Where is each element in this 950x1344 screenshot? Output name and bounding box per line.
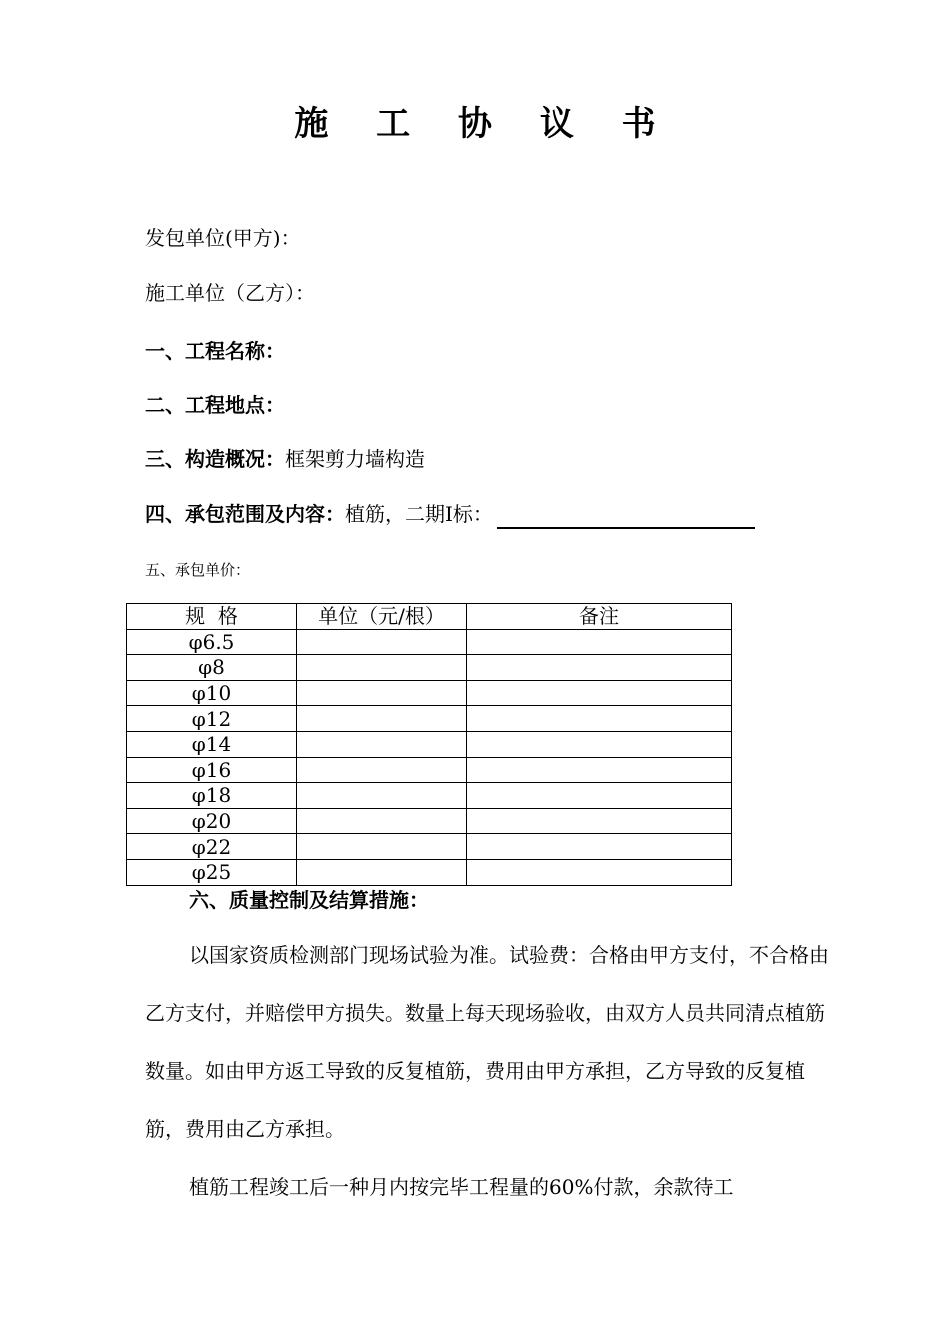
section-6-line	[189, 885, 429, 915]
cell-spec: φ22	[127, 834, 297, 860]
cell-unit-price	[297, 680, 467, 706]
cell-unit-price	[297, 706, 467, 732]
cell-spec: φ6.5	[127, 629, 297, 655]
cell-note	[467, 808, 732, 834]
cell-spec: φ20	[127, 808, 297, 834]
table-row	[127, 629, 732, 655]
cell-note	[467, 783, 732, 809]
section-2-label: 二、工程地点：	[145, 393, 285, 417]
section-4-label: 四、承包范围及内容：	[145, 502, 345, 526]
section-5-line	[145, 559, 250, 581]
party-b-label: 施工单位（乙方）：	[145, 281, 315, 305]
cell-unit-price	[297, 859, 467, 885]
table-row	[127, 834, 732, 860]
cell-note	[467, 655, 732, 681]
cell-unit-price	[297, 834, 467, 860]
table-row	[127, 731, 732, 757]
section-3-value: 框架剪力墙构造	[285, 447, 425, 471]
cell-spec: φ10	[127, 680, 297, 706]
document-title: 施 工 协 议 书	[294, 104, 674, 144]
section-2-line	[145, 390, 285, 420]
cell-note	[467, 706, 732, 732]
table-row	[127, 808, 732, 834]
header-spec: 规 格	[127, 604, 297, 630]
cell-unit-price	[297, 783, 467, 809]
section-5-label: 五、承包单价：	[145, 561, 251, 579]
header-note: 备注	[467, 604, 732, 630]
section-4-value: 植筋，二期Ⅰ标：	[345, 502, 493, 526]
cell-note	[467, 680, 732, 706]
table-row	[127, 783, 732, 809]
party-a-label: 发包单位(甲方)：	[145, 226, 301, 250]
table-row	[127, 655, 732, 681]
cell-note	[467, 834, 732, 860]
section-1-line	[145, 336, 285, 366]
paragraph-1: 以国家资质检测部门现场试验为准。试验费：合格由甲方支付，不合格由乙方支付，并赔偿甲方损失。数量上每天现场验收，由双方人员共同清点植筋数量。如由甲方返工导致的反复植筋，费用由甲方承担，乙方导致的反复植筋，费用由乙方承担。	[145, 943, 829, 1141]
section-4-line	[145, 499, 755, 529]
table-row	[127, 757, 732, 783]
cell-note	[467, 859, 732, 885]
section-1-label: 一、工程名称：	[145, 339, 285, 363]
cell-spec: φ8	[127, 655, 297, 681]
price-table-header-row	[127, 604, 732, 630]
party-a-line	[145, 223, 301, 253]
table-row	[127, 706, 732, 732]
table-row	[127, 680, 732, 706]
cell-spec: φ14	[127, 731, 297, 757]
cell-note	[467, 731, 732, 757]
cell-spec: φ25	[127, 859, 297, 885]
section-6-label: 六、质量控制及结算措施：	[189, 888, 429, 912]
cell-unit-price	[297, 757, 467, 783]
section-3-line	[145, 444, 425, 474]
cell-unit-price	[297, 655, 467, 681]
body-text	[145, 926, 835, 1216]
cell-note	[467, 629, 732, 655]
cell-spec: φ16	[127, 757, 297, 783]
section-4-blank-line	[497, 507, 755, 529]
cell-unit-price	[297, 629, 467, 655]
table-row	[127, 859, 732, 885]
cell-unit-price	[297, 731, 467, 757]
header-unit-price: 单位（元/根）	[297, 604, 467, 630]
cell-spec: φ12	[127, 706, 297, 732]
price-table	[126, 603, 732, 886]
cell-note	[467, 757, 732, 783]
section-3-label: 三、构造概况：	[145, 447, 285, 471]
cell-unit-price	[297, 808, 467, 834]
party-b-line	[145, 278, 315, 308]
cell-spec: φ18	[127, 783, 297, 809]
paragraph-2: 植筋工程竣工后一种月内按完毕工程量的60%付款，余款待工	[189, 1175, 734, 1199]
